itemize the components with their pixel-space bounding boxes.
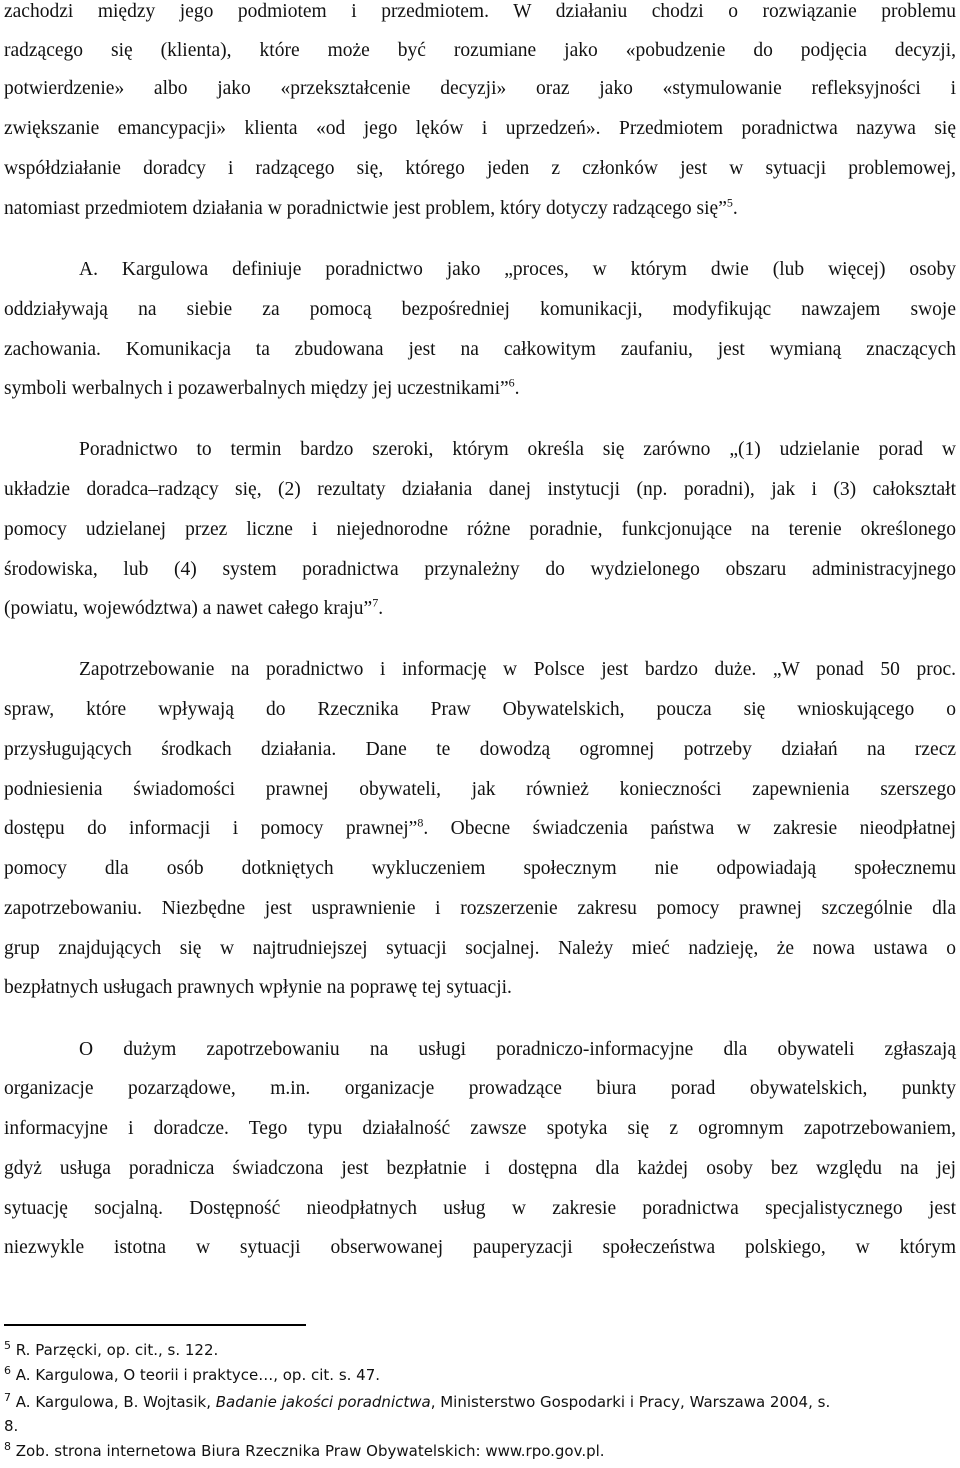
footnote-text: A. Kargulowa, O teorii i praktyce…, op. cit. s. 47. (15, 1366, 381, 1384)
text-line: A. Kargulowa definiuje poradnictwo jako „proces, w którym dwie (lub więcej) osoby (79, 259, 956, 280)
text-span: (powiatu, województwa) a nawet całego kraju” (4, 598, 373, 619)
text-line: Zapotrzebowanie na poradnictwo i informację w Polsce jest bardzo duże. „W ponad 50 proc. (79, 659, 956, 680)
text-line (4, 595, 956, 623)
text-line: zachowania. Komunikacja ta zbudowana jest na całkowitym zaufaniu, jest wymianą znaczących (4, 339, 956, 360)
text-line: organizacje pozarządowe, m.in. organizacje prowadzące biura porad obywatelskich, punkty (4, 1078, 956, 1099)
text-line: bezpłatnych usługach prawnych wpłynie na poprawę tej sytuacji. (4, 977, 512, 998)
footnote-text: R. Parzęcki, op. cit., s. 122. (15, 1341, 219, 1359)
footnote-ref: 5 (726, 195, 733, 210)
text-span: symboli werbalnych i pozawerbalnych między jej uczestnikami” (4, 378, 509, 399)
text-line: zapotrzebowaniu. Niezbędne jest usprawnienie i rozszerzenie zakresu pomocy prawnej szczególnie dla (4, 898, 956, 919)
footnote-text: , Ministerstwo Gospodarki i Pracy, Warszawa 2004, s. (430, 1393, 831, 1411)
footnote-ref: 7 (372, 595, 379, 610)
text-line: potwierdzenie» albo jako «przekształcenie decyzji» oraz jako «stymulowanie refleksyjności i (4, 78, 956, 99)
footnote-title: Badanie jakości poradnictwa (215, 1393, 431, 1411)
text-line: pomocy dla osób dotkniętych wykluczeniem społecznym nie odpowiadają społecznemu (4, 858, 956, 879)
footnote (4, 1440, 956, 1462)
footnote-number: 5 (4, 1339, 11, 1352)
text-line: podniesienia świadomości prawnej obywateli, jak również konieczności zapewnienia szerszego (4, 779, 956, 800)
text-span: . Obecne świadczenia państwa w zakresie nieodpłatnej (423, 818, 956, 839)
text-span: . (514, 378, 520, 399)
footnote-text: A. Kargulowa, B. Wojtasik, (15, 1393, 216, 1411)
text-line: współdziałanie doradcy i radzącego się, którego jeden z członków jest w sytuacji problemowej, (4, 158, 956, 179)
footnote-number: 8 (4, 1440, 11, 1453)
footnote-continuation (4, 1415, 956, 1437)
footnote-ref: 6 (508, 375, 515, 390)
text-span: natomiast przedmiotem działania w poradnictwie jest problem, który dotyczy radzącego się” (4, 198, 727, 219)
text-line: przysługujących środkach działania. Dane te dowodzą ogromnej potrzeby działań na rzecz (4, 739, 956, 760)
text-line: oddziaływają na siebie za pomocą bezpośredniej komunikacji, modyfikując nawzajem swoje (4, 299, 956, 320)
text-line: grup znajdujących się w najtrudniejszej sytuacji socjalnej. Należy mieć nadzieję, że nowa ustawa o (4, 938, 956, 959)
text-span: dostępu do informacji i pomocy prawnej” (4, 818, 418, 839)
text-span: . (732, 198, 738, 219)
text-span: . (378, 598, 384, 619)
footnote-text: 8. (4, 1417, 19, 1435)
text-line: radzącego się (klienta), które może być rozumiane jako «pobudzenie do podjęcia decyzji, (4, 40, 956, 61)
footnote (4, 1391, 956, 1413)
text-line: pomocy udzielanej przez liczne i niejednorodne różne poradnie, funkcjonujące na terenie określonego (4, 519, 956, 540)
text-line: Poradnictwo to termin bardzo szeroki, którym określa się zarówno „(1) udzielanie porad w (79, 439, 956, 460)
text-line: środowiska, lub (4) system poradnictwa przynależny do wydzielonego obszaru administracyjnego (4, 559, 956, 580)
footnote (4, 1339, 956, 1361)
text-line: spraw, które wpływają do Rzecznika Praw Obywatelskich, poucza się wnioskującego o (4, 699, 956, 720)
text-line: informacyjne i doradcze. Tego typu działalność zawsze spotyka się z ogromnym zapotrzebowaniem, (4, 1118, 956, 1139)
footnote-number: 7 (4, 1391, 11, 1404)
text-line: O dużym zapotrzebowaniu na usługi poradniczo-informacyjne dla obywateli zgłaszają (79, 1039, 956, 1060)
text-line (4, 815, 956, 843)
footnote-text: Zob. strona internetowa Biura Rzecznika Praw Obywatelskich: www.rpo.gov.pl. (15, 1442, 605, 1460)
text-line (4, 375, 956, 403)
text-line: niezwykle istotna w sytuacji obserwowanej pauperyzacji społeczeństwa polskiego, w którym (4, 1237, 956, 1258)
footnote-number: 6 (4, 1364, 11, 1377)
text-line (4, 195, 956, 223)
text-line: gdyż usługa poradnicza świadczona jest bezpłatnie i dostępna dla każdej osoby bez względu na jej (4, 1158, 956, 1179)
text-line: zachodzi między jego podmiotem i przedmiotem. W działaniu chodzi o rozwiązanie problemu (4, 1, 956, 22)
footnote-ref: 8 (417, 815, 424, 830)
footnote (4, 1364, 956, 1386)
text-line: sytuację socjalną. Dostępność nieodpłatnych usług w zakresie poradnictwa specjalistycznego jest (4, 1198, 956, 1219)
text-line: zwiększanie emancypacji» klienta «od jego lęków i uprzedzeń». Przedmiotem poradnictwa nazywa się (4, 118, 956, 139)
text-line: układzie doradca–radzący się, (2) rezultaty działania danej instytucji (np. poradni), jak i (3) całokształt (4, 479, 956, 500)
footnote-separator (4, 1324, 306, 1326)
